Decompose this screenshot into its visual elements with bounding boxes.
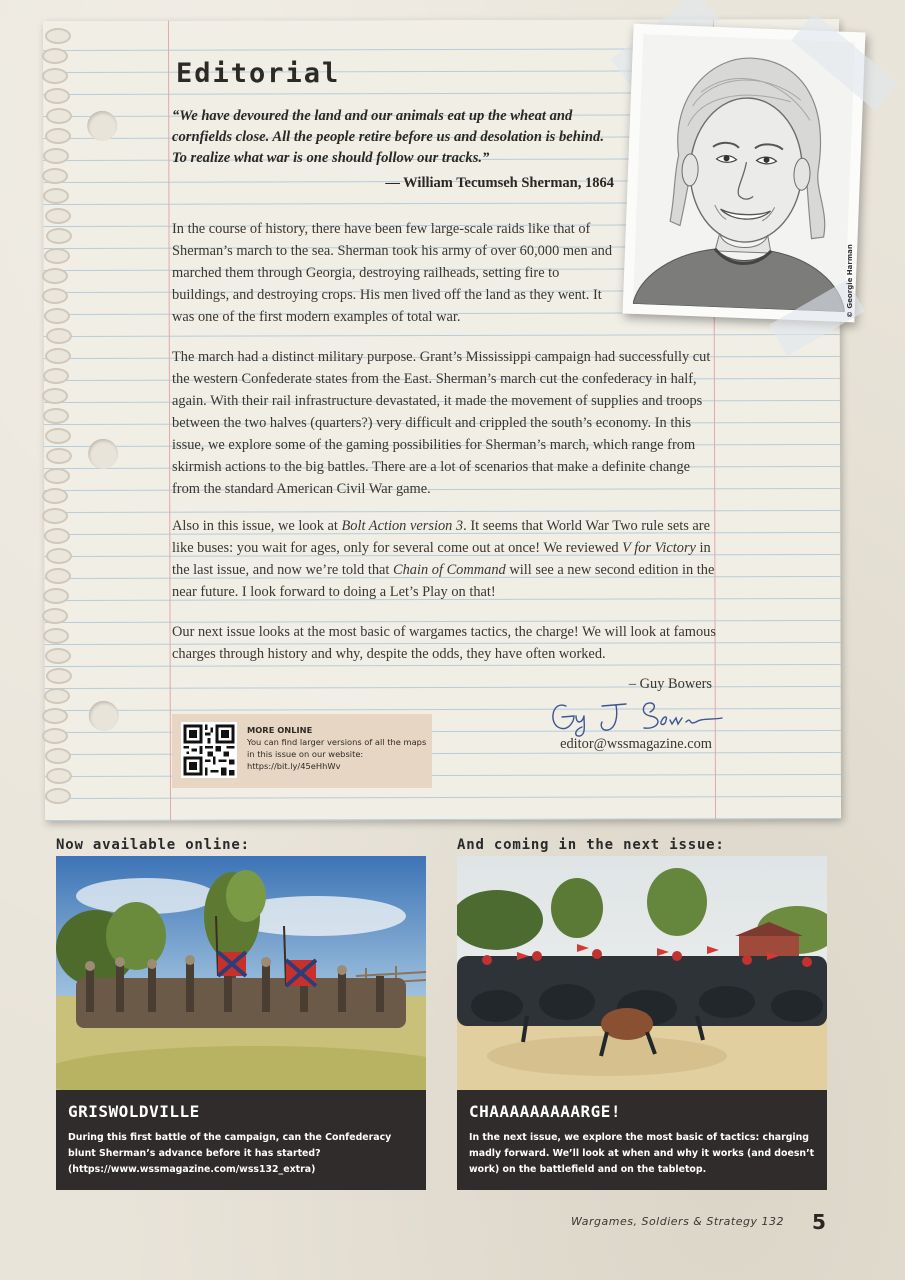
qr-code[interactable]: [181, 722, 237, 778]
spiral-ring: [46, 108, 72, 124]
handwritten-signature: [546, 694, 726, 738]
margin-line-left: [168, 21, 171, 821]
charge-description: In the next issue, we explore the most basic of tactics: charging madly forward. We’ll look at when and why it works (and doesn’t work) on the battlefield and on the tabletop.: [469, 1132, 815, 1175]
griswoldville-photo[interactable]: [56, 856, 426, 1090]
portrait-credit: © Georgie Harman: [846, 244, 854, 318]
p3-text-a: Also in this issue, we look at: [172, 518, 342, 534]
spiral-ring: [43, 188, 69, 204]
spiral-ring: [42, 68, 68, 84]
spiral-ring: [42, 388, 68, 404]
p3-title-v-for-victory: V for Victory: [622, 540, 696, 556]
spiral-ring: [43, 408, 69, 424]
spiral-ring: [43, 588, 69, 604]
spiral-ring: [45, 748, 71, 764]
griswoldville-description[interactable]: During this first battle of the campaign, can the Confederacy blunt Sherman’s advance before it has started? (https://www.wssmagazine.com/wss132_extra): [68, 1132, 392, 1175]
more-online-box: [172, 714, 432, 788]
spiral-ring: [45, 208, 71, 224]
spiral-ring: [45, 428, 71, 444]
sherman-quote: “We have devoured the land and our animals eat up the wheat and cornfields close. All the people retire before us and desolation is behind. To realize what war is one should follow our tracks.”: [172, 108, 604, 166]
online-section-label: Now available online:: [56, 837, 250, 853]
spiral-ring: [44, 248, 70, 264]
spiral-ring: [42, 728, 68, 744]
punch-hole-top: [87, 111, 117, 141]
spiral-ring: [46, 768, 72, 784]
page-title: Editorial: [176, 58, 341, 89]
spiral-ring: [42, 508, 68, 524]
more-online-text: [247, 724, 427, 772]
more-online-heading: MORE ONLINE: [247, 725, 313, 735]
quote-attribution: — William Tecumseh Sherman, 1864: [385, 175, 614, 191]
punch-hole-bottom: [89, 701, 119, 731]
spiral-ring: [43, 628, 69, 644]
charge-title: CHAAAAAAAAARGE!: [469, 1102, 621, 1121]
spiral-ring: [44, 88, 70, 104]
spiral-ring: [45, 28, 71, 44]
p3-text-g: will see a new second edition in the near future. I look forward to doing a Let’s Play on that!: [172, 562, 715, 600]
editorial-paragraph-1: In the course of history, there have been few large-scale raids like that of Sherman’s march to the sea. Sherman took his army of over 60,000 men and marched them through Georgia, destroying railheads, setting fire to buildings, and destroying crops. His men lived off the land as they went. It was one of the first modern examples of total war.: [172, 221, 613, 325]
spiral-ring: [42, 488, 68, 504]
spiral-ring: [43, 148, 69, 164]
spiral-ring: [42, 268, 68, 284]
editor-email: editor@wssmagazine.com: [560, 736, 712, 752]
editorial-paragraph-3: [172, 515, 717, 603]
next-section-label: And coming in the next issue:: [457, 837, 725, 853]
spiral-ring: [46, 328, 72, 344]
p3-text-e: in the last issue, and now we’re told that: [172, 540, 711, 578]
p3-title-bolt-action: Bolt Action version 3: [341, 518, 464, 534]
spiral-ring: [42, 608, 68, 624]
editorial-paragraph-4: Our next issue looks at the most basic of wargames tactics, the charge! We will look at famous charges through history and why, despite the odds, they have often worked.: [172, 624, 716, 662]
spiral-ring: [44, 308, 70, 324]
spiral-ring: [43, 368, 69, 384]
spiral-ring: [44, 688, 70, 704]
spiral-ring: [45, 568, 71, 584]
charge-caption: [457, 1090, 827, 1190]
spiral-ring: [45, 788, 71, 804]
footer-magazine-name: Wargames, Soldiers & Strategy 132: [571, 1215, 784, 1228]
spiral-ring: [45, 128, 71, 144]
editorial-paragraph-2: The march had a distinct military purpose. Grant’s Mississippi campaign had successfully cut the western Confederate states from the East. Sherman’s march cut the confederacy in half, again. With their rail infrastructure devastated, it made the movement of supplies and troops between the two halves (quarters?) very difficult and crippled the south’s economy. In this issue, we explore some of the gaming possibilities for Sherman’s march, which range from skirmish actions to the big battles. There are a lot of scenarios that make a definite change from the standard American Civil War game.: [172, 349, 711, 497]
p3-text-c: . It seems that World War Two rule sets are like buses: you wait for ages, only for several come out at once! We reviewed: [172, 518, 710, 556]
griswoldville-title: GRISWOLDVILLE: [68, 1102, 200, 1121]
spiral-ring: [45, 348, 71, 364]
p3-title-chain-of-command: Chain of Command: [393, 562, 506, 578]
charge-photo[interactable]: [457, 856, 827, 1090]
more-online-body[interactable]: You can find larger versions of all the maps in this issue on our website: https://bit.ly/45eHhWv: [247, 737, 427, 771]
spiral-ring: [45, 648, 71, 664]
spiral-ring: [44, 528, 70, 544]
griswoldville-caption: [56, 1090, 426, 1190]
signoff-name: – Guy Bowers: [628, 676, 712, 692]
spiral-ring: [42, 168, 68, 184]
punch-hole-middle: [88, 439, 118, 469]
spiral-ring: [44, 468, 70, 484]
footer-page-number: 5: [812, 1210, 826, 1234]
spiral-ring: [46, 548, 72, 564]
spiral-ring: [42, 48, 68, 64]
spiral-ring: [46, 448, 72, 464]
spiral-ring: [46, 668, 72, 684]
spiral-ring: [46, 228, 72, 244]
spiral-ring: [42, 708, 68, 724]
spiral-ring: [42, 288, 68, 304]
